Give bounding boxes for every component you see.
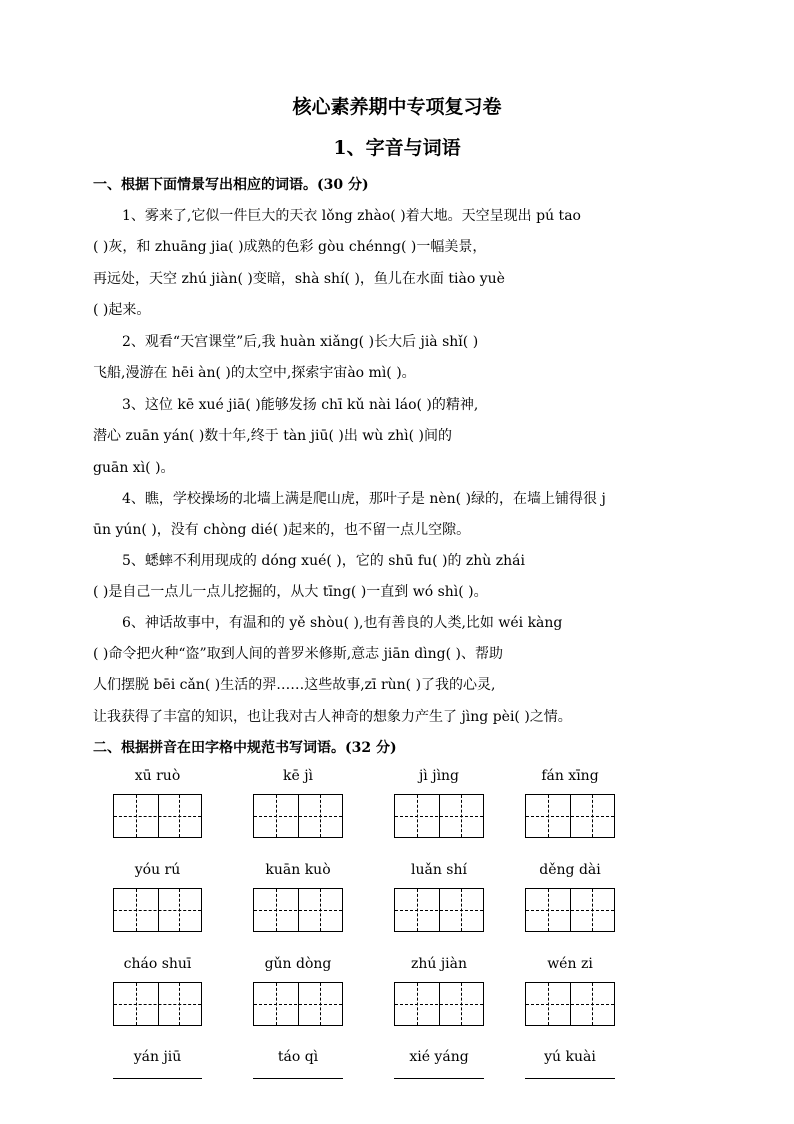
tianzige-grid[interactable] xyxy=(394,982,484,1026)
tianzige-grid[interactable] xyxy=(253,794,343,838)
tianzige-grid[interactable] xyxy=(113,888,202,932)
tianzige-grid-top-edge[interactable] xyxy=(394,1078,484,1079)
pinyin-label: cháo shuī xyxy=(123,956,192,972)
question-line: 4、瞧，学校操场的北墙上满是爬山虎，那叶子是 nèn( )绿的，在墙上铺得很 j xyxy=(122,491,606,507)
page-title: 核心素养期中专项复习卷 xyxy=(292,96,502,118)
tianzige-grid[interactable] xyxy=(525,888,615,932)
pinyin-label: děng dài xyxy=(539,862,601,878)
pinyin-label: zhú jiàn xyxy=(410,956,468,972)
tianzige-grid[interactable] xyxy=(253,982,343,1026)
tianzige-grid[interactable] xyxy=(525,794,615,838)
pinyin-label: luǎn shí xyxy=(411,862,467,878)
tianzige-grid-top-edge[interactable] xyxy=(525,1078,615,1079)
question-line: ( )是自己一点儿一点儿挖掘的，从大 tīng( )一直到 wó shì( )。 xyxy=(93,584,488,600)
pinyin-label: wén zi xyxy=(547,956,593,972)
question-line: ( )命令把火种“盗”取到人间的普罗米修斯,意志 jiān dìng( )、帮助 xyxy=(93,646,504,662)
pinyin-label: xū ruò xyxy=(134,768,181,784)
pinyin-label: yóu rú xyxy=(134,862,181,878)
tianzige-grid[interactable] xyxy=(253,888,343,932)
question-line: ūn yún( )，没有 chòng dié( )起来的，也不留一点儿空隙。 xyxy=(93,522,471,538)
pinyin-label: yán jiū xyxy=(133,1049,182,1065)
pinyin-label: táo qì xyxy=(277,1049,319,1065)
tianzige-grid-top-edge[interactable] xyxy=(253,1078,343,1079)
question-line: 3、这位 kē xué jiā( )能够发扬 chī kǔ nài láo( )的精神, xyxy=(122,397,479,413)
tianzige-grid[interactable] xyxy=(394,794,484,838)
tianzige-grid[interactable] xyxy=(525,982,615,1026)
tianzige-grid[interactable] xyxy=(394,888,484,932)
pinyin-label: gǔn dòng xyxy=(264,956,332,972)
tianzige-grid[interactable] xyxy=(113,982,202,1026)
pinyin-label: kē jì xyxy=(282,768,314,784)
question-line: 6、神话故事中，有温和的 yě shòu( ),也有善良的人类,比如 wéi kàng xyxy=(122,615,563,631)
pinyin-label: xié yáng xyxy=(409,1049,469,1065)
question-line: 2、观看“天宫课堂”后,我 huàn xiǎng( )长大后 jià shǐ( ) xyxy=(122,334,479,350)
question-line: 再远处，天空 zhú jiàn( )变暗，shà shí( )，鱼儿在水面 tiào yuè xyxy=(93,271,505,287)
question-line: 5、蟋蟀不利用现成的 dóng xué( )，它的 shū fu( )的 zhù zhái xyxy=(122,553,525,569)
question-line: 人们摆脱 bēi cǎn( )生活的羿……这些故事,zī rùn( )了我的心灵, xyxy=(93,677,496,693)
question-line: 让我获得了丰富的知识，也让我对古人神奇的想象力产生了 jìng pèi( )之情。 xyxy=(93,709,572,725)
question-line: 潜心 zuān yán( )数十年,终于 tàn jiū( )出 wù zhì( )间的 xyxy=(93,428,452,444)
section1-heading: 一、根据下面情景写出相应的词语。(30 分) xyxy=(93,177,369,193)
section2-heading: 二、根据拼音在田字格中规范书写词语。(32 分) xyxy=(93,740,397,756)
pinyin-label: jì jìng xyxy=(418,768,460,784)
question-line: ( )起来。 xyxy=(93,302,151,318)
tianzige-grid-top-edge[interactable] xyxy=(113,1078,202,1079)
question-line: ( )灰，和 zhuāng jia( )成熟的色彩 gòu chénng( )一幅美景， xyxy=(93,239,487,255)
question-line: 飞船,漫游在 hēi àn( )的太空中,探索宇宙ào mì( )。 xyxy=(93,365,416,381)
question-line: guān xì( )。 xyxy=(93,460,175,476)
pinyin-label: fán xīng xyxy=(541,768,599,784)
question-line: 1、雾来了,它似一件巨大的天衣 lǒng zhào( )着大地。天空呈现出 pú tao xyxy=(122,208,581,224)
tianzige-grid[interactable] xyxy=(113,794,202,838)
pinyin-label: yú kuài xyxy=(544,1049,596,1065)
page-subtitle: 1、字音与词语 xyxy=(333,137,461,159)
pinyin-label: kuān kuò xyxy=(265,862,331,878)
